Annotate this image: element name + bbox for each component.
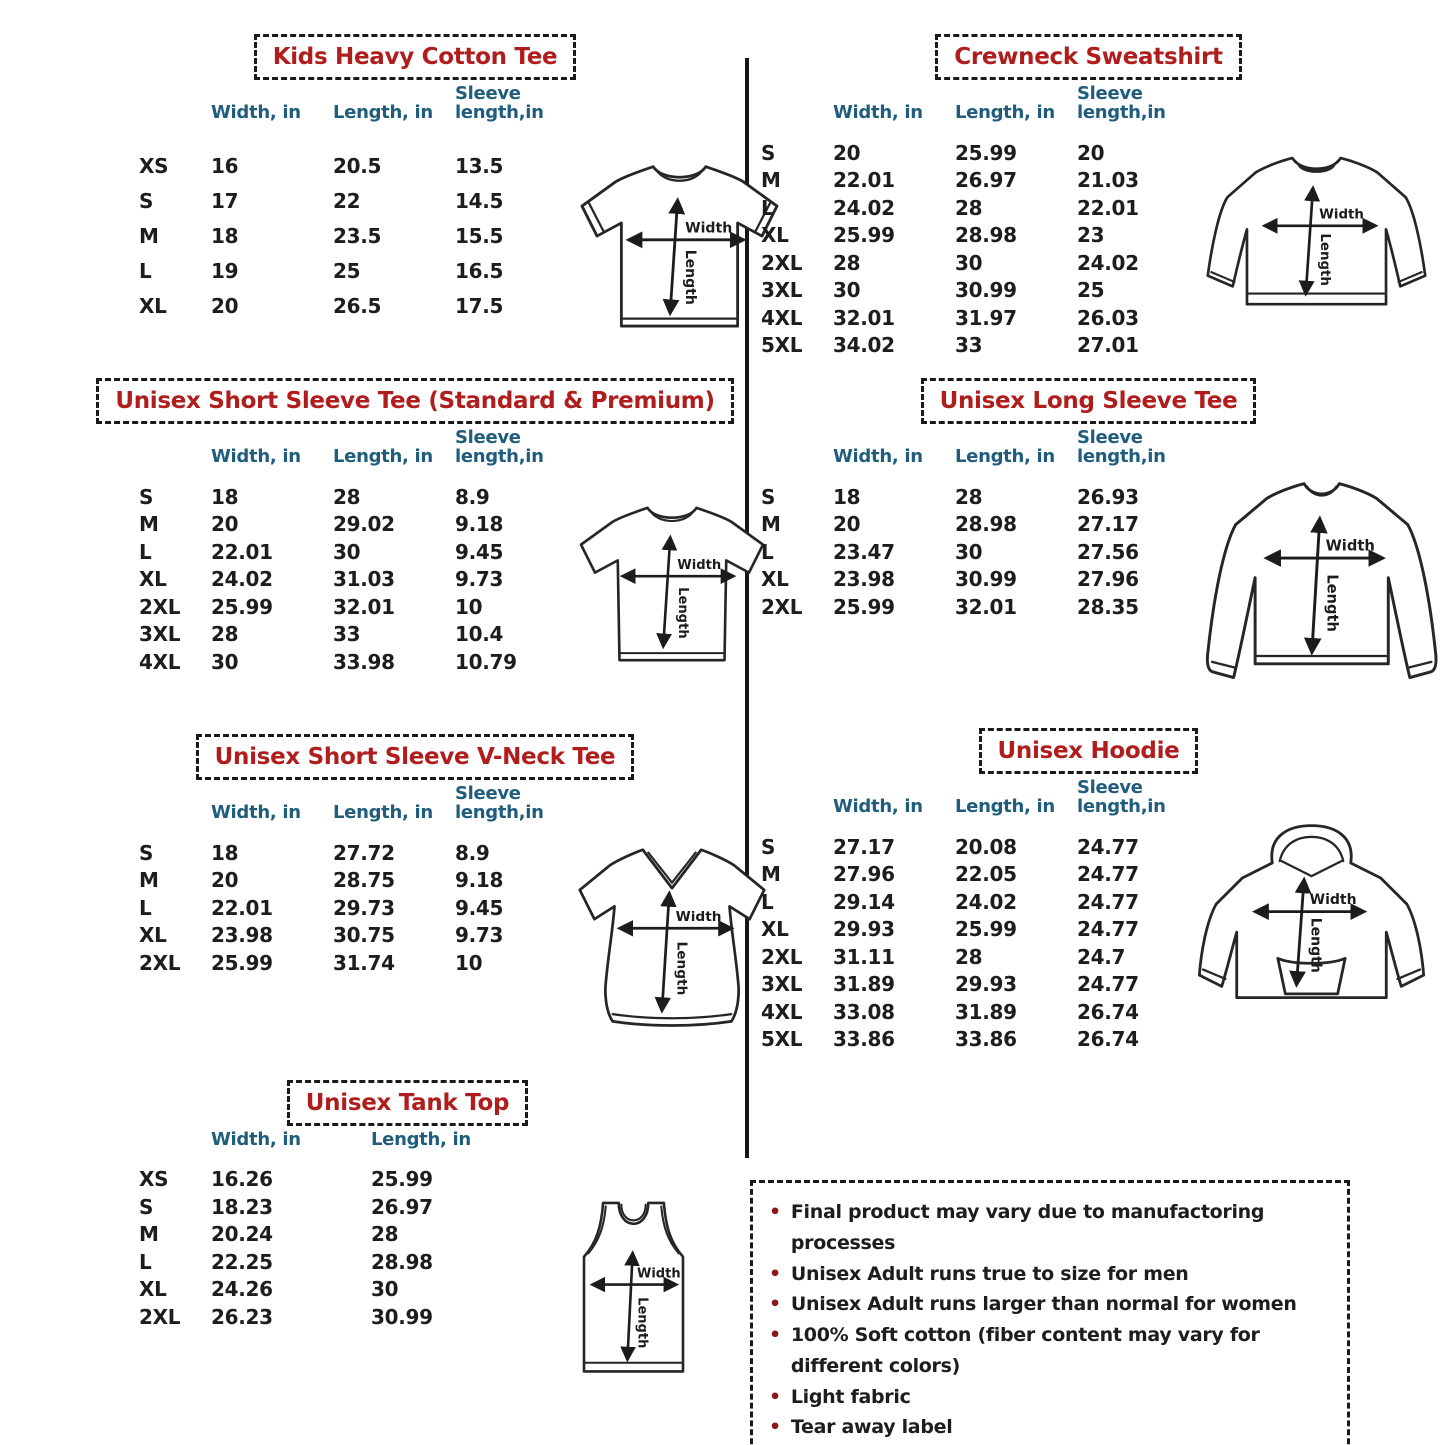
section-title xyxy=(935,34,1242,80)
column-header: Sleeve length,in xyxy=(455,83,544,124)
size-value: 18 xyxy=(211,224,239,249)
size-label: 5XL xyxy=(761,333,803,358)
section-title xyxy=(96,378,733,424)
column-header: Sleeve length,in xyxy=(455,427,544,468)
size-value: 28 xyxy=(955,944,983,969)
column-header: Sleeve length,in xyxy=(455,783,544,824)
tee-illustration xyxy=(567,478,777,683)
size-value: 23.98 xyxy=(211,923,273,948)
size-value: 24.77 xyxy=(1077,862,1139,887)
size-value: 31.89 xyxy=(955,999,1017,1024)
section-crewneck-sweatshirt xyxy=(757,34,1420,359)
column-header: Width, in xyxy=(211,802,301,824)
table-corner xyxy=(139,467,201,483)
size-label: 4XL xyxy=(761,999,803,1024)
size-value: 31.74 xyxy=(333,950,395,975)
size-label: 4XL xyxy=(761,305,803,330)
size-value: 31.03 xyxy=(333,567,395,592)
size-value: 28.98 xyxy=(955,223,1017,248)
size-value: 22.05 xyxy=(955,862,1017,887)
width-label: Width xyxy=(675,908,722,925)
column-header: Width, in xyxy=(211,446,301,468)
size-value: 28 xyxy=(211,622,239,647)
size-label: S xyxy=(761,484,776,509)
size-label: 5XL xyxy=(761,1027,803,1052)
size-value: 27.72 xyxy=(333,840,395,865)
size-label: L xyxy=(139,1249,152,1274)
size-value: 33.86 xyxy=(833,1027,895,1052)
size-value: 23.47 xyxy=(833,539,895,564)
column-header: Width, in xyxy=(211,1129,301,1150)
size-value: 20.24 xyxy=(211,1222,273,1247)
size-value: 8.9 xyxy=(455,840,490,865)
size-label: XL xyxy=(139,294,167,319)
size-value: 9.45 xyxy=(455,895,504,920)
size-value: 24.02 xyxy=(955,889,1017,914)
size-label: M xyxy=(761,512,781,537)
bullet-icon: • xyxy=(769,1293,781,1316)
size-value: 15.5 xyxy=(455,224,504,249)
width-label: Width xyxy=(1309,892,1357,909)
width-label: Width xyxy=(685,220,733,237)
size-label: L xyxy=(761,539,774,564)
size-value: 26.74 xyxy=(1077,1027,1139,1052)
size-value: 28 xyxy=(833,250,861,275)
size-value: 27.96 xyxy=(833,862,895,887)
column-header: Length, in xyxy=(333,802,433,824)
size-value: 25.99 xyxy=(371,1167,433,1192)
tank-top-illustration xyxy=(551,1185,716,1405)
size-value: 26.23 xyxy=(211,1304,273,1329)
size-value: 28.75 xyxy=(333,868,395,893)
size-value: 24.02 xyxy=(1077,250,1139,275)
size-value: 25.99 xyxy=(211,950,273,975)
column-header: Length, in xyxy=(955,796,1055,818)
size-value: 24.77 xyxy=(1077,972,1139,997)
size-value: 26.5 xyxy=(333,294,382,319)
table-corner xyxy=(139,1149,201,1165)
size-value: 24.77 xyxy=(1077,889,1139,914)
column-header: Sleeve length,in xyxy=(1077,83,1166,124)
length-label: Length xyxy=(634,1297,650,1349)
size-value: 10.79 xyxy=(455,649,517,674)
size-table xyxy=(139,428,567,675)
size-label: 2XL xyxy=(761,594,803,619)
size-value: 22.25 xyxy=(211,1249,273,1274)
size-value: 25.99 xyxy=(833,223,895,248)
note-item xyxy=(769,1259,1329,1290)
column-header: Length, in xyxy=(333,446,433,468)
size-value: 21.03 xyxy=(1077,168,1139,193)
size-value: 16 xyxy=(211,154,239,179)
length-label: Length xyxy=(1323,574,1341,632)
size-value: 22.01 xyxy=(211,895,273,920)
table-corner xyxy=(139,823,201,839)
section-kids-heavy-cotton-tee xyxy=(95,34,735,347)
column-header: Width, in xyxy=(833,796,923,818)
size-value: 22.01 xyxy=(833,168,895,193)
bullet-icon: • xyxy=(769,1416,781,1439)
size-value: 24.77 xyxy=(1077,917,1139,942)
size-value: 31.97 xyxy=(955,305,1017,330)
note-item xyxy=(769,1320,1329,1382)
section-unisex-long-sleeve-tee xyxy=(757,378,1420,703)
size-label: S xyxy=(139,1194,154,1219)
sweatshirt-illustration xyxy=(1189,142,1444,347)
size-value: 20 xyxy=(211,512,239,537)
size-value: 30 xyxy=(833,278,861,303)
size-value: 14.5 xyxy=(455,189,504,214)
size-value: 23.5 xyxy=(333,224,382,249)
size-table xyxy=(761,778,1189,1053)
size-value: 25.99 xyxy=(833,594,895,619)
note-item xyxy=(769,1412,1329,1443)
size-value: 32.01 xyxy=(955,594,1017,619)
size-value: 29.93 xyxy=(955,972,1017,997)
size-value: 26.97 xyxy=(371,1194,433,1219)
size-table xyxy=(761,84,1189,359)
size-value: 18.23 xyxy=(211,1194,273,1219)
column-header: Width, in xyxy=(833,102,923,124)
table-corner xyxy=(761,817,823,833)
size-value: 30 xyxy=(211,649,239,674)
size-label: M xyxy=(139,868,159,893)
size-value: 32.01 xyxy=(333,594,395,619)
size-value: 31.89 xyxy=(833,972,895,997)
size-value: 33.86 xyxy=(955,1027,1017,1052)
size-label: XL xyxy=(761,567,789,592)
size-label: S xyxy=(139,484,154,509)
section-title xyxy=(254,34,577,80)
size-value: 20.08 xyxy=(955,834,1017,859)
size-value: 18 xyxy=(211,484,239,509)
column-header: Sleeve length,in xyxy=(1077,427,1166,468)
size-label: M xyxy=(761,168,781,193)
size-value: 28.35 xyxy=(1077,594,1139,619)
size-label: XS xyxy=(139,1167,169,1192)
size-value: 24.7 xyxy=(1077,944,1126,969)
size-value: 33 xyxy=(333,622,361,647)
size-value: 32.01 xyxy=(833,305,895,330)
size-value: 24.77 xyxy=(1077,834,1139,859)
product-notes-box xyxy=(750,1180,1350,1445)
size-value: 30 xyxy=(955,539,983,564)
size-value: 19 xyxy=(211,259,239,284)
size-label: S xyxy=(139,840,154,865)
size-label: S xyxy=(139,189,154,214)
size-value: 13.5 xyxy=(455,154,504,179)
size-label: XL xyxy=(139,567,167,592)
size-value: 10.4 xyxy=(455,622,504,647)
size-label: XL xyxy=(139,923,167,948)
note-text: Unisex Adult runs larger than normal for women xyxy=(790,1293,1297,1316)
size-value: 8.9 xyxy=(455,484,490,509)
length-label: Length xyxy=(1307,917,1324,973)
size-value: 26.97 xyxy=(955,168,1017,193)
size-label: 3XL xyxy=(761,972,803,997)
section-title-text: Unisex Long Sleeve Tee xyxy=(939,388,1238,414)
size-label: 2XL xyxy=(139,950,181,975)
size-value: 33.98 xyxy=(333,649,395,674)
size-value: 10 xyxy=(455,950,483,975)
section-title xyxy=(921,378,1257,424)
size-value: 28 xyxy=(955,484,983,509)
note-text: Unisex Adult runs true to size for men xyxy=(790,1262,1189,1285)
size-value: 30 xyxy=(371,1277,399,1302)
note-text: 100% Soft cotton (fiber content may vary for different colors) xyxy=(790,1324,1260,1377)
section-unisex-vneck-tee xyxy=(95,734,735,1044)
size-value: 27.17 xyxy=(833,834,895,859)
section-title-text: Unisex Hoodie xyxy=(997,738,1180,764)
size-label: 2XL xyxy=(139,594,181,619)
size-label: L xyxy=(139,539,152,564)
size-value: 30.99 xyxy=(955,567,1017,592)
size-value: 29.93 xyxy=(833,917,895,942)
size-value: 27.96 xyxy=(1077,567,1139,592)
size-label: XL xyxy=(139,1277,167,1302)
section-title-text: Crewneck Sweatshirt xyxy=(954,44,1223,70)
size-value: 10 xyxy=(455,594,483,619)
size-label: M xyxy=(139,224,159,249)
width-label: Width xyxy=(1325,537,1375,555)
width-label: Width xyxy=(636,1266,681,1282)
section-title-text: Unisex Tank Top xyxy=(305,1090,510,1116)
size-value: 25 xyxy=(1077,278,1105,303)
size-value: 31.11 xyxy=(833,944,895,969)
size-label: M xyxy=(139,1222,159,1247)
size-value: 23.98 xyxy=(833,567,895,592)
table-corner xyxy=(139,123,201,149)
size-value: 9.73 xyxy=(455,923,504,948)
size-label: XL xyxy=(761,917,789,942)
size-table xyxy=(139,1130,521,1330)
size-label: L xyxy=(139,895,152,920)
size-value: 22.01 xyxy=(1077,195,1139,220)
size-label: M xyxy=(139,512,159,537)
size-table xyxy=(139,784,567,976)
size-value: 28.98 xyxy=(371,1249,433,1274)
bullet-icon: • xyxy=(769,1385,781,1408)
section-title xyxy=(979,728,1199,774)
size-label: M xyxy=(761,862,781,887)
size-value: 16.26 xyxy=(211,1167,273,1192)
size-value: 25.99 xyxy=(955,140,1017,165)
size-value: 22.01 xyxy=(211,539,273,564)
size-value: 24.26 xyxy=(211,1277,273,1302)
column-header: Length, in xyxy=(955,102,1055,124)
size-value: 20 xyxy=(1077,140,1105,165)
length-label: Length xyxy=(675,587,690,639)
size-value: 33 xyxy=(955,333,983,358)
size-value: 27.17 xyxy=(1077,512,1139,537)
size-value: 9.73 xyxy=(455,567,504,592)
size-value: 30 xyxy=(955,250,983,275)
size-value: 16.5 xyxy=(455,259,504,284)
column-header: Length, in xyxy=(955,446,1055,468)
size-value: 28.98 xyxy=(955,512,1017,537)
size-value: 28 xyxy=(371,1222,399,1247)
column-header: Width, in xyxy=(211,102,301,124)
size-value: 18 xyxy=(211,840,239,865)
hoodie-illustration xyxy=(1189,820,1434,1035)
column-header: Length, in xyxy=(333,102,433,124)
section-title-text: Kids Heavy Cotton Tee xyxy=(272,44,558,70)
section-unisex-hoodie xyxy=(757,728,1420,1053)
size-value: 25.99 xyxy=(211,594,273,619)
size-label: L xyxy=(139,259,152,284)
size-value: 9.45 xyxy=(455,539,504,564)
note-text: Final product may vary due to manufactoring processes xyxy=(790,1201,1265,1254)
table-corner xyxy=(761,123,823,139)
size-value: 25.99 xyxy=(955,917,1017,942)
size-value: 22 xyxy=(333,189,361,214)
size-value: 27.56 xyxy=(1077,539,1139,564)
size-value: 33.08 xyxy=(833,999,895,1024)
size-value: 17.5 xyxy=(455,294,504,319)
size-value: 20 xyxy=(833,512,861,537)
section-title-text: Unisex Short Sleeve Tee (Standard & Premium) xyxy=(115,388,715,414)
note-item xyxy=(769,1197,1329,1259)
section-title xyxy=(196,734,635,780)
size-value: 20 xyxy=(211,868,239,893)
size-value: 27.01 xyxy=(1077,333,1139,358)
size-label: 3XL xyxy=(761,278,803,303)
size-label: L xyxy=(761,195,774,220)
note-text: Tear away label xyxy=(790,1416,953,1439)
size-value: 20.5 xyxy=(333,154,382,179)
size-value: 29.14 xyxy=(833,889,895,914)
column-header: Sleeve length,in xyxy=(1077,777,1166,818)
section-unisex-tank-top xyxy=(95,1080,720,1405)
column-header: Length, in xyxy=(371,1129,471,1150)
bullet-icon: • xyxy=(769,1262,781,1285)
note-text: Light fabric xyxy=(790,1385,911,1408)
size-label: 2XL xyxy=(761,944,803,969)
size-value: 25 xyxy=(333,259,361,284)
size-label: XL xyxy=(761,223,789,248)
size-value: 28 xyxy=(955,195,983,220)
length-label: Length xyxy=(682,249,699,305)
section-unisex-short-sleeve-tee xyxy=(95,378,735,683)
bullet-icon: • xyxy=(769,1324,781,1347)
size-table xyxy=(139,84,567,324)
length-label: Length xyxy=(673,941,690,996)
length-label: Length xyxy=(1316,233,1332,286)
size-value: 26.74 xyxy=(1077,999,1139,1024)
size-label: S xyxy=(761,834,776,859)
size-label: 3XL xyxy=(139,622,181,647)
size-value: 29.73 xyxy=(333,895,395,920)
size-label: XS xyxy=(139,154,169,179)
size-label: 4XL xyxy=(139,649,181,674)
width-label: Width xyxy=(1319,207,1364,223)
size-value: 30 xyxy=(333,539,361,564)
size-label: 2XL xyxy=(761,250,803,275)
column-header: Width, in xyxy=(833,446,923,468)
size-value: 18 xyxy=(833,484,861,509)
size-value: 26.93 xyxy=(1077,484,1139,509)
size-table xyxy=(761,428,1189,620)
size-value: 30.75 xyxy=(333,923,395,948)
size-value: 17 xyxy=(211,189,239,214)
bullet-icon: • xyxy=(769,1201,781,1223)
note-item xyxy=(769,1382,1329,1413)
note-item xyxy=(769,1289,1329,1320)
vneck-tee-illustration xyxy=(567,829,777,1044)
table-corner xyxy=(761,467,823,483)
size-value: 29.02 xyxy=(333,512,395,537)
size-value: 30.99 xyxy=(371,1304,433,1329)
size-value: 20 xyxy=(211,294,239,319)
size-value: 24.02 xyxy=(211,567,273,592)
size-value: 24.02 xyxy=(833,195,895,220)
section-title xyxy=(287,1080,528,1126)
section-title-text: Unisex Short Sleeve V-Neck Tee xyxy=(214,744,616,770)
size-value: 28 xyxy=(333,484,361,509)
size-value: 9.18 xyxy=(455,868,504,893)
width-label: Width xyxy=(677,558,722,574)
size-label: 2XL xyxy=(139,1304,181,1329)
size-value: 20 xyxy=(833,140,861,165)
size-value: 26.03 xyxy=(1077,305,1139,330)
size-label: S xyxy=(761,140,776,165)
size-value: 30.99 xyxy=(955,278,1017,303)
size-value: 23 xyxy=(1077,223,1105,248)
long-sleeve-tee-illustration xyxy=(1189,468,1445,703)
size-value: 9.18 xyxy=(455,512,504,537)
size-value: 34.02 xyxy=(833,333,895,358)
size-label: L xyxy=(761,889,774,914)
